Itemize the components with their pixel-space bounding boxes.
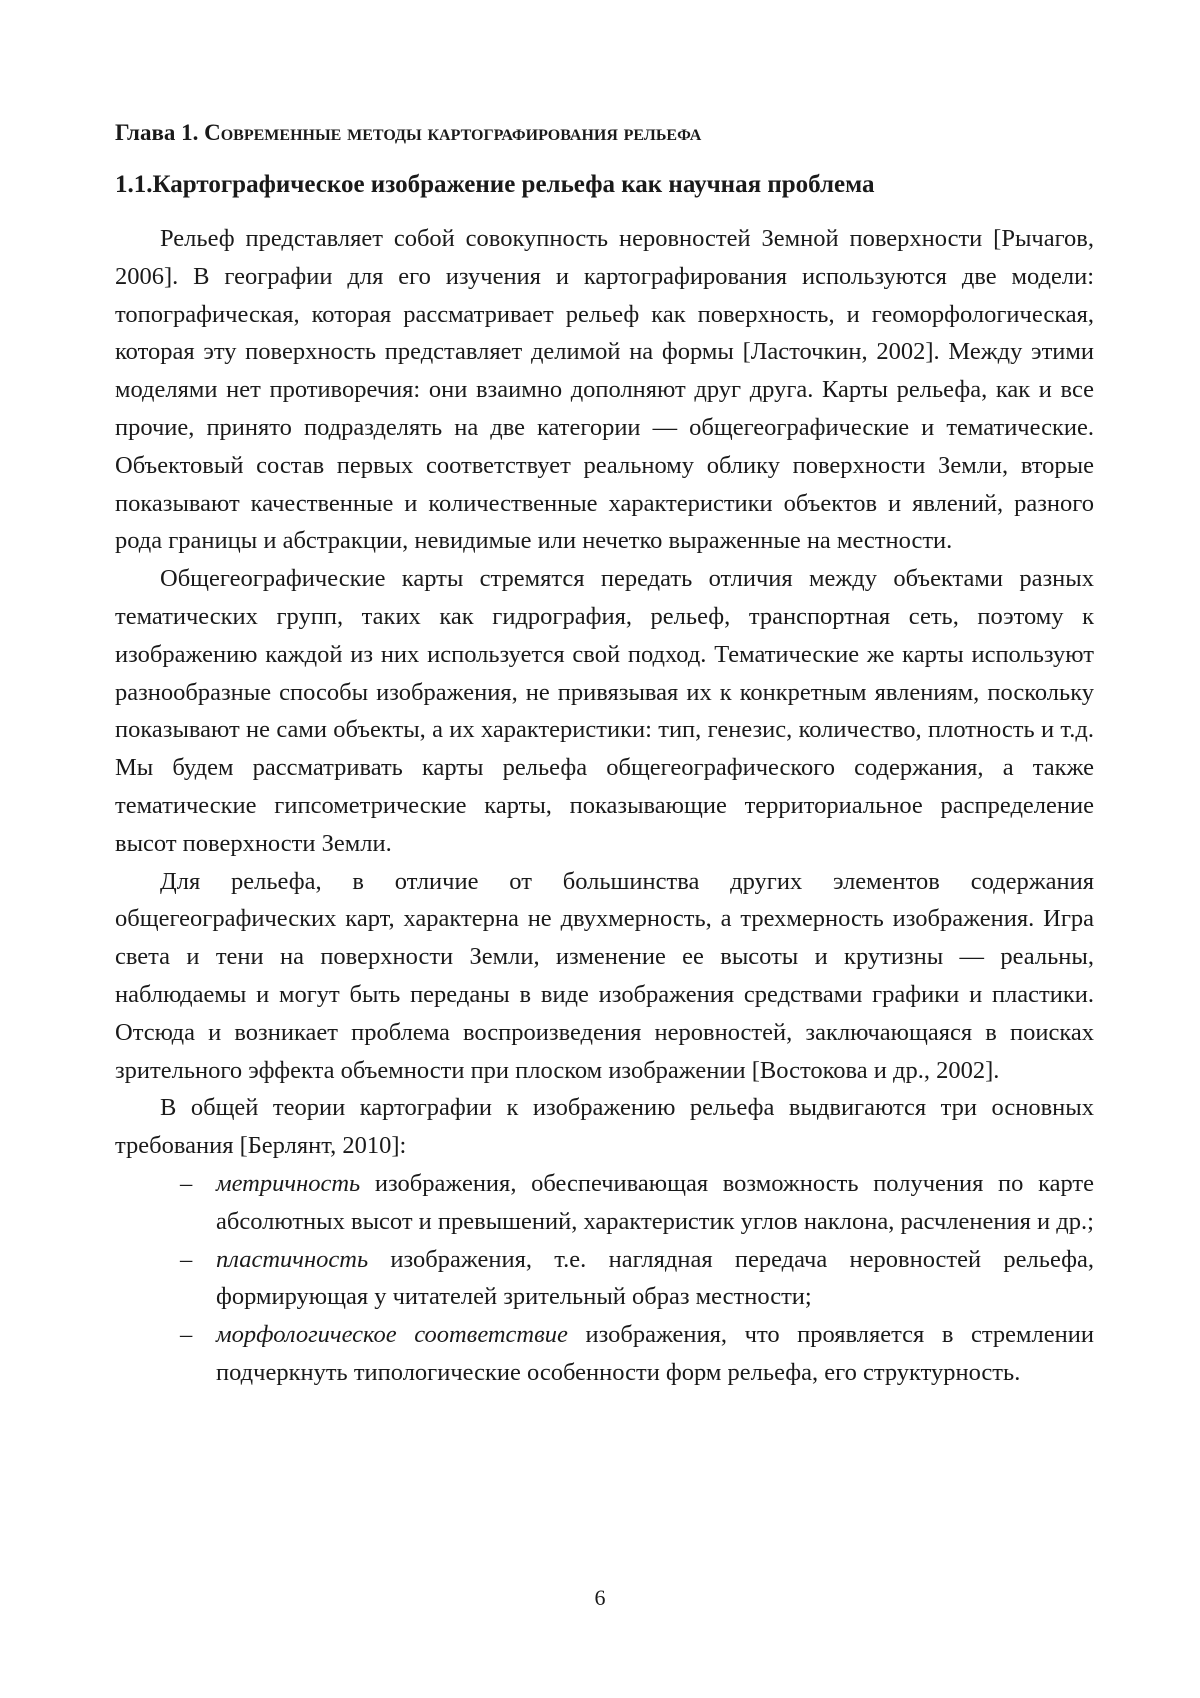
paragraph-3: Для рельефа, в отличие от большинства других элементов содержания общегеографических карт, характерна не двухмерность, а трехмерность изображения. Игра света и тени на поверхности Земли, изменение ее высоты и крутизны — реальны, наблюдаемы и могут быть переданы в виде изображения средствами графики и пластики. Отсюда и возникает проблема воспроизведения неровностей, заключающаяся в поисках зрительного эффекта объемности при плоском изображении [Востокова и др., 2002]. xyxy=(115,867,1094,1084)
paragraph-1: Рельеф представляет собой совокупность неровностей Земной поверхности [Рычагов, 2006]. В географии для его изучения и картографирования используются две модели: топографическая, которая рассматривает рельеф как поверхность, и геоморфологическая, которая эту поверхность представляет делимой на формы [Ласточкин, 2002]. Между этими моделями нет противоречия: они взаимно дополняют друг друга. Карты рельефа, как и все прочие, принято подразделять на две категории — общегеографические и тематические. Объектовый состав первых соответствует реальному облику поверхности Земли, вторые показывают качественные и количественные характеристики объектов и явлений, разного рода границы и абстракции, невидимые или нечетко выраженные на местности. xyxy=(115,225,1094,555)
section-title: Картографическое изображение рельефа как научная проблема xyxy=(152,171,875,198)
paragraph-4: В общей теории картографии к изображению рельефа выдвигаются три основных требования [Берлянт, 2010]: xyxy=(115,1094,1094,1160)
paragraph-2: Общегеографические карты стремятся передать отличия между объектами разных тематических групп, таких как гидрография, рельеф, транспортная сеть, поэтому к изображению каждой из них используется свой подход. Тематические же карты используют разнообразные способы изображения, не привязывая их к конкретным явлениям, поскольку показывают не сами объекты, а их характеристики: тип, генезис, количество, плотность и т.д. Мы будем рассматривать карты рельефа общегеографического содержания, а также тематические гипсометрические карты, показывающие территориальное распределение высот поверхности Земли. xyxy=(115,565,1094,857)
list-item xyxy=(115,1165,1094,1241)
requirement-term: морфологическое соответствие xyxy=(216,1321,568,1349)
chapter-title: Современные методы картографирования рельефа xyxy=(204,120,702,145)
requirement-text: изображения, что проявляется в стремлении подчеркнуть типологические особенности форм рельефа, его структурность. xyxy=(216,1321,1094,1386)
requirement-text: изображения, обеспечивающая возможность получения по карте абсолютных высот и превышений, характеристик углов наклона, расчленения и др.; xyxy=(216,1169,1094,1235)
requirement-text: изображения, т.е. наглядная передача неровностей рельефа, формирующая у читателей зрительный образ местности; xyxy=(216,1245,1094,1311)
list-dash: – xyxy=(180,1245,193,1273)
body-text xyxy=(115,220,1094,1392)
list-item xyxy=(115,1241,1094,1317)
list-item xyxy=(115,1316,1094,1392)
requirements-list xyxy=(115,1165,1094,1392)
list-dash: – xyxy=(180,1321,193,1349)
section-number: 1.1. xyxy=(115,171,153,198)
list-dash: – xyxy=(180,1169,193,1197)
requirement-term: метричность xyxy=(216,1169,361,1197)
requirement-term: пластичность xyxy=(216,1245,369,1273)
page-content xyxy=(115,118,1094,1392)
chapter-heading xyxy=(115,118,1094,148)
chapter-label: Глава 1. xyxy=(115,120,199,145)
section-heading xyxy=(115,169,1094,201)
page-number: 6 xyxy=(594,1585,606,1610)
